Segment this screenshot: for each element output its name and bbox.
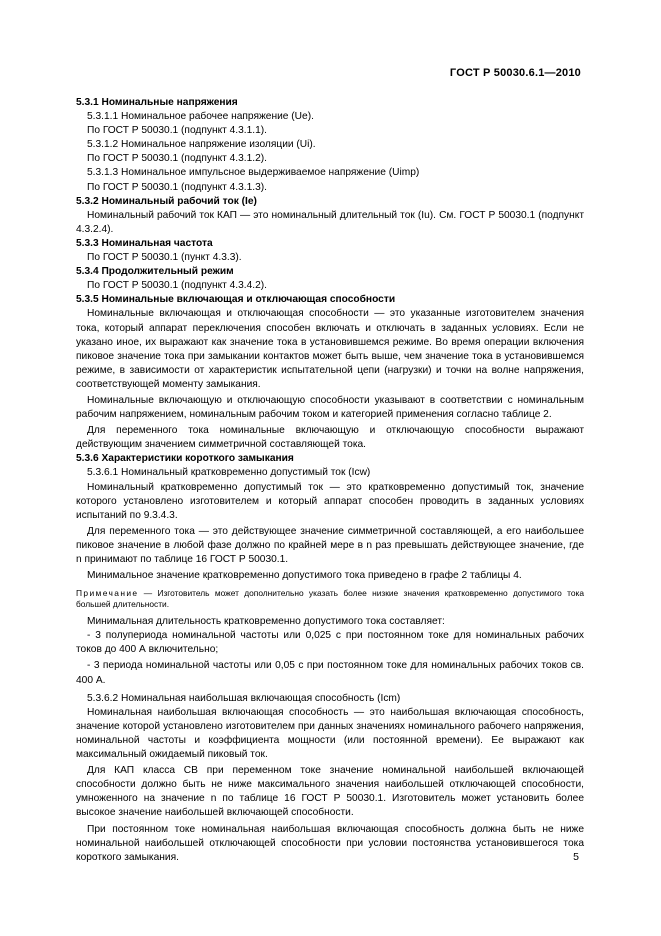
paragraph: По ГОСТ Р 50030.1 (подпункт 4.3.4.2). xyxy=(87,280,268,292)
paragraph: 5.3.1.1 Номинальное рабочее напряжение (Ue). xyxy=(87,111,314,123)
paragraph: Для переменного тока — это действующее значение симметричной составляющей, а его наибольшее пиковое значение в любой фазе должно по крайней мере в n раз превышать действующее значение, где n принимают по таблице 16 ГОСТ Р 50030.1. xyxy=(76,525,584,565)
paragraph: Номинальные включающую и отключающую способности указывают в соответствии с номинальным рабочим напряжением, номинальным рабочим током и категорией применения согласно таблице 2. xyxy=(76,394,584,421)
note-label: Примечание xyxy=(76,588,139,599)
section-heading: 5.3.6 Характеристики короткого замыкания xyxy=(76,453,294,465)
paragraph: По ГОСТ Р 50030.1 (подпункт 4.3.1.3). xyxy=(87,181,268,193)
paragraph: Для КАП класса СВ при переменном токе значение номинальной наибольшей включающей способности должно быть не ниже максимального значения наибольшей отключающей способности, умноженного на значение n по таблице 16 ГОСТ Р 50030.1. Изготовитель может установить более высокое значение наибольшей включающей способности. xyxy=(76,765,584,819)
paragraph: Номинальные включающая и отключающая способности — это указанные изготовителем значения тока, который аппарат переключения способен включать и отключать в заданных условиях. Если не указано иное, их выражают как значение тока в установившемся режиме. Во время операции включения пиковое значение тока при замыкании контактов может быть выше, чем значение тока в установившемся режиме, в зависимости от характеристик испытательной цепи (нагрузки) и точки на волне напряжения, соответствующей моменту замыкания. xyxy=(76,308,584,390)
paragraph: 5.3.1.3 Номинальное импульсное выдерживаемое напряжение (Uimp) xyxy=(87,167,420,179)
paragraph: 5.3.6.1 Номинальный кратковременно допустимый ток (Icw) xyxy=(87,467,371,479)
paragraph: 5.3.6.2 Номинальная наибольшая включающая способность (Icm) xyxy=(87,692,401,704)
section-heading: 5.3.4 Продолжительный режим xyxy=(76,266,234,278)
paragraph: По ГОСТ Р 50030.1 (пункт 4.3.3). xyxy=(87,252,242,264)
section-heading: 5.3.1 Номинальные напряжения xyxy=(76,97,238,108)
paragraph: Номинальная наибольшая включающая способность — это наибольшая включающая способность, значение которой установлено изготовителем при данных значениях номинального рабочего напряжения, номинальной частоты и коэффициента мощности (или постоянной времени). Ее выражают как максимальный ожидаемый пиковый ток. xyxy=(76,706,584,761)
paragraph: Минимальная длительность кратковременно допустимого тока составляет: xyxy=(87,616,445,628)
note-text: — Изготовитель может дополнительно указать более низкие значения кратковременно допустимого тока большей длительности. xyxy=(76,588,585,610)
paragraph: Минимальное значение кратковременно допустимого тока приведено в графе 2 таблицы 4. xyxy=(87,570,522,582)
paragraph: При постоянном токе номинальная наибольшая включающая способность должна быть не ниже номинальной наибольшей отключающей способности при условии постоянства установившегося тока короткого замыкания. xyxy=(76,823,584,863)
document-header: ГОСТ Р 50030.6.1—2010 xyxy=(449,67,581,79)
page-number: 5 xyxy=(573,851,579,863)
paragraph: Для переменного тока номинальные включающую и отключающую способности выражают действующим значением симметричной составляющей тока. xyxy=(76,425,584,451)
paragraph: Номинальный кратковременно допустимый ток — это кратковременно допустимый ток, значение которого установлено изготовителем и который аппарат способен проводить в заданных условиях испытаний по 9.3.4.3. xyxy=(76,481,584,521)
paragraph: Номинальный рабочий ток КАП — это номинальный длительный ток (Iu). См. ГОСТ Р 50030.1 (подпункт 4.3.2.4). xyxy=(76,209,584,235)
paragraph: По ГОСТ Р 50030.1 (подпункт 4.3.1.2). xyxy=(87,153,268,165)
paragraph: По ГОСТ Р 50030.1 (подпункт 4.3.1.1). xyxy=(87,125,268,137)
document-body xyxy=(76,96,584,865)
list-item: - 3 периода номинальной частоты или 0,05 с при постоянном токе для номинальных рабочих токов св. 400 А. xyxy=(76,660,584,686)
list-item: - 3 полупериода номинальной частоты или 0,025 с при постоянном токе для номинальных рабочих токов до 400 А включительно; xyxy=(76,630,584,656)
section-heading: 5.3.5 Номинальные включающая и отключающая способности xyxy=(76,294,396,306)
paragraph: 5.3.1.2 Номинальное напряжение изоляции (Ui). xyxy=(87,139,316,151)
note xyxy=(76,588,584,610)
section-heading: 5.3.2 Номинальный рабочий ток (Ie) xyxy=(76,195,257,207)
section-heading: 5.3.3 Номинальная частота xyxy=(76,237,213,249)
